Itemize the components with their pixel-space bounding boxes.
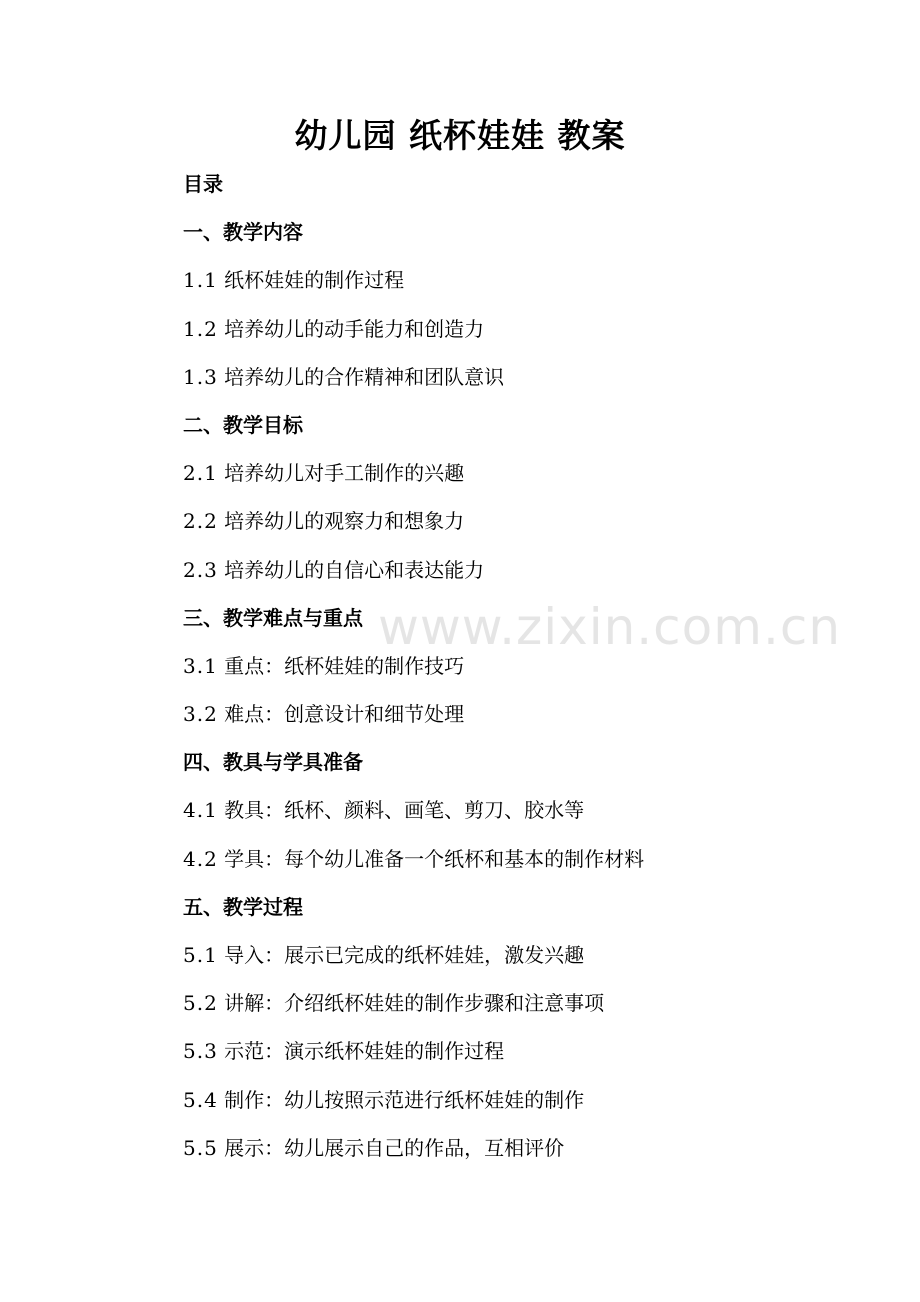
item-number: 3.2 (183, 702, 218, 727)
toc-item-1-3 (183, 353, 783, 401)
item-number: 4.1 (183, 798, 218, 823)
item-text: 教具：纸杯、颜料、画笔、剪刀、胶水等 (224, 798, 585, 823)
toc-item-5-3 (183, 1027, 783, 1075)
toc-item-5-1 (183, 931, 783, 979)
item-number: 5.4 (183, 1087, 218, 1112)
watermark: www.zixin.com.cn (378, 598, 842, 656)
item-number: 2.2 (183, 509, 218, 534)
item-text: 制作：幼儿按照示范进行纸杯娃娃的制作 (224, 1087, 585, 1112)
item-number: 5.2 (183, 991, 218, 1016)
item-text: 培养幼儿的动手能力和创造力 (224, 316, 485, 341)
toc-item-3-1 (183, 642, 783, 690)
toc-item-1-1 (183, 256, 783, 304)
toc-item-2-1 (183, 449, 783, 497)
item-text: 难点：创意设计和细节处理 (224, 702, 465, 727)
toc-item-3-2 (183, 690, 783, 738)
toc-item-2-2 (183, 497, 783, 545)
item-text: 培养幼儿对手工制作的兴趣 (224, 461, 465, 486)
section-heading-5: 五、教学过程 (183, 894, 303, 919)
item-text: 导入：展示已完成的纸杯娃娃，激发兴趣 (224, 943, 585, 967)
toc-item-2-3 (183, 546, 783, 594)
toc-item-1-2 (183, 305, 783, 353)
toc-item-5-5 (183, 1124, 783, 1172)
item-text: 培养幼儿的自信心和表达能力 (224, 557, 485, 582)
toc-label: 目录 (183, 172, 223, 196)
item-number: 1.3 (183, 364, 218, 389)
item-text: 学具：每个幼儿准备一个纸杯和基本的制作材料 (224, 846, 645, 871)
item-text: 讲解：介绍纸杯娃娃的制作步骤和注意事项 (224, 991, 605, 1016)
item-text: 培养幼儿的观察力和想象力 (224, 509, 465, 534)
item-text: 示范：演示纸杯娃娃的制作过程 (224, 1039, 505, 1064)
item-number: 5.5 (183, 1135, 218, 1160)
item-text: 展示：幼儿展示自己的作品，互相评价 (224, 1135, 565, 1160)
item-number: 5.1 (183, 943, 218, 967)
section-heading-1: 一、教学内容 (183, 220, 303, 245)
item-number: 3.1 (183, 653, 218, 678)
item-number: 2.1 (183, 461, 218, 486)
item-number: 1.2 (183, 316, 218, 341)
item-text: 纸杯娃娃的制作过程 (224, 268, 405, 293)
item-number: 2.3 (183, 557, 218, 582)
document-title: 幼儿园 纸杯娃娃 教案 (294, 116, 626, 155)
item-text: 培养幼儿的合作精神和团队意识 (224, 364, 505, 389)
item-number: 5.3 (183, 1039, 218, 1064)
section-heading-3: 三、教学难点与重点 (183, 605, 363, 630)
toc-item-5-2 (183, 979, 783, 1027)
toc-item-4-1 (183, 786, 783, 834)
toc-item-4-2 (183, 835, 783, 883)
item-number: 4.2 (183, 846, 218, 871)
item-number: 1.1 (183, 268, 218, 293)
item-text: 重点：纸杯娃娃的制作技巧 (224, 653, 465, 678)
section-heading-4: 四、教具与学具准备 (183, 750, 363, 775)
section-heading-2: 二、教学目标 (183, 412, 303, 437)
table-of-contents (183, 160, 783, 1172)
toc-item-5-4 (183, 1076, 783, 1124)
